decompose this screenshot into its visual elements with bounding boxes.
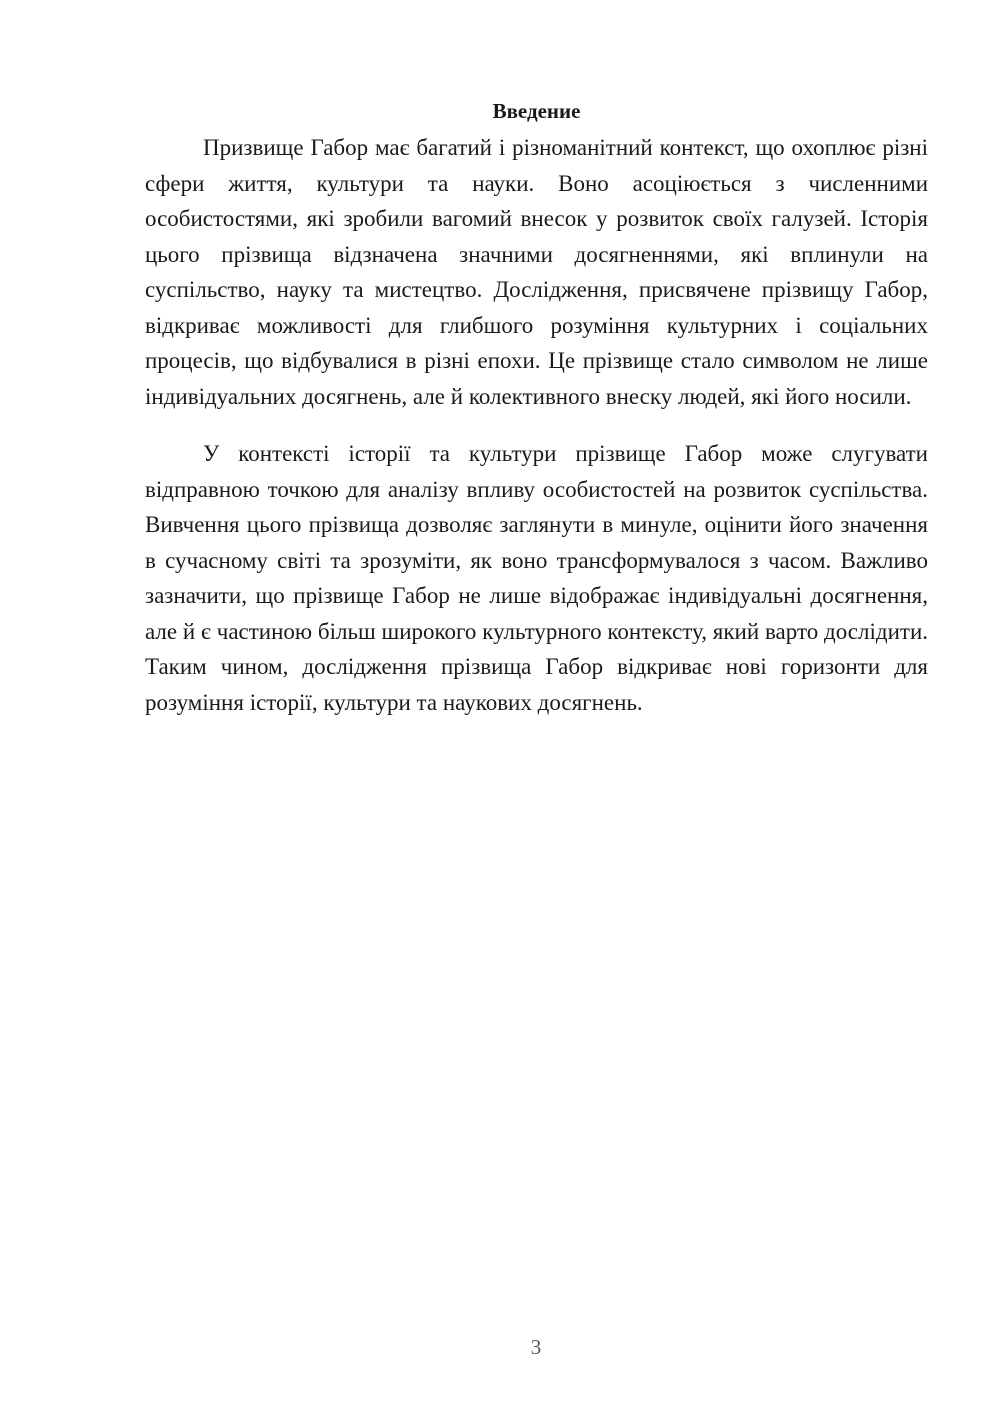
paragraph-2: У контексті історії та культури прізвище Габор може слугувати відправною точкою для аналізу впливу особистостей на розвиток суспільства. Вивчення цього прізвища дозволяє заглянути в минуле, оцінити його значення в сучасному світі та зрозуміти, як воно трансформувалося з часом. Важливо зазначити, що прізвище Габор не лише відображає індивідуальні досягнення, але й є частиною більш широкого культурного контексту, який варто дослідити. Таким чином, дослідження прізвища Габор відкриває нові горизонти для розуміння історії, культури та наукових досягнень.: [145, 441, 928, 715]
paragraph-1: Призвище Габор має багатий і різноманітний контекст, що охоплює різні сфери життя, культури та науки. Воно асоціюється з численними особистостями, які зробили вагомий внесок у розвиток своїх галузей. Історія цього прізвища відзначена значними досягненнями, які вплинули на суспільство, науку та мистецтво. Дослідження, присвячене прізвищу Габор, відкриває можливості для глибшого розуміння культурних і соціальних процесів, що відбувалися в різні епохи. Це прізвище стало символом не лише індивідуальних досягнень, але й колективного внеску людей, які його носили.: [145, 135, 928, 409]
section-heading: Введение: [492, 99, 581, 123]
page-content: [145, 96, 928, 720]
page-number: 3: [530, 1335, 542, 1359]
